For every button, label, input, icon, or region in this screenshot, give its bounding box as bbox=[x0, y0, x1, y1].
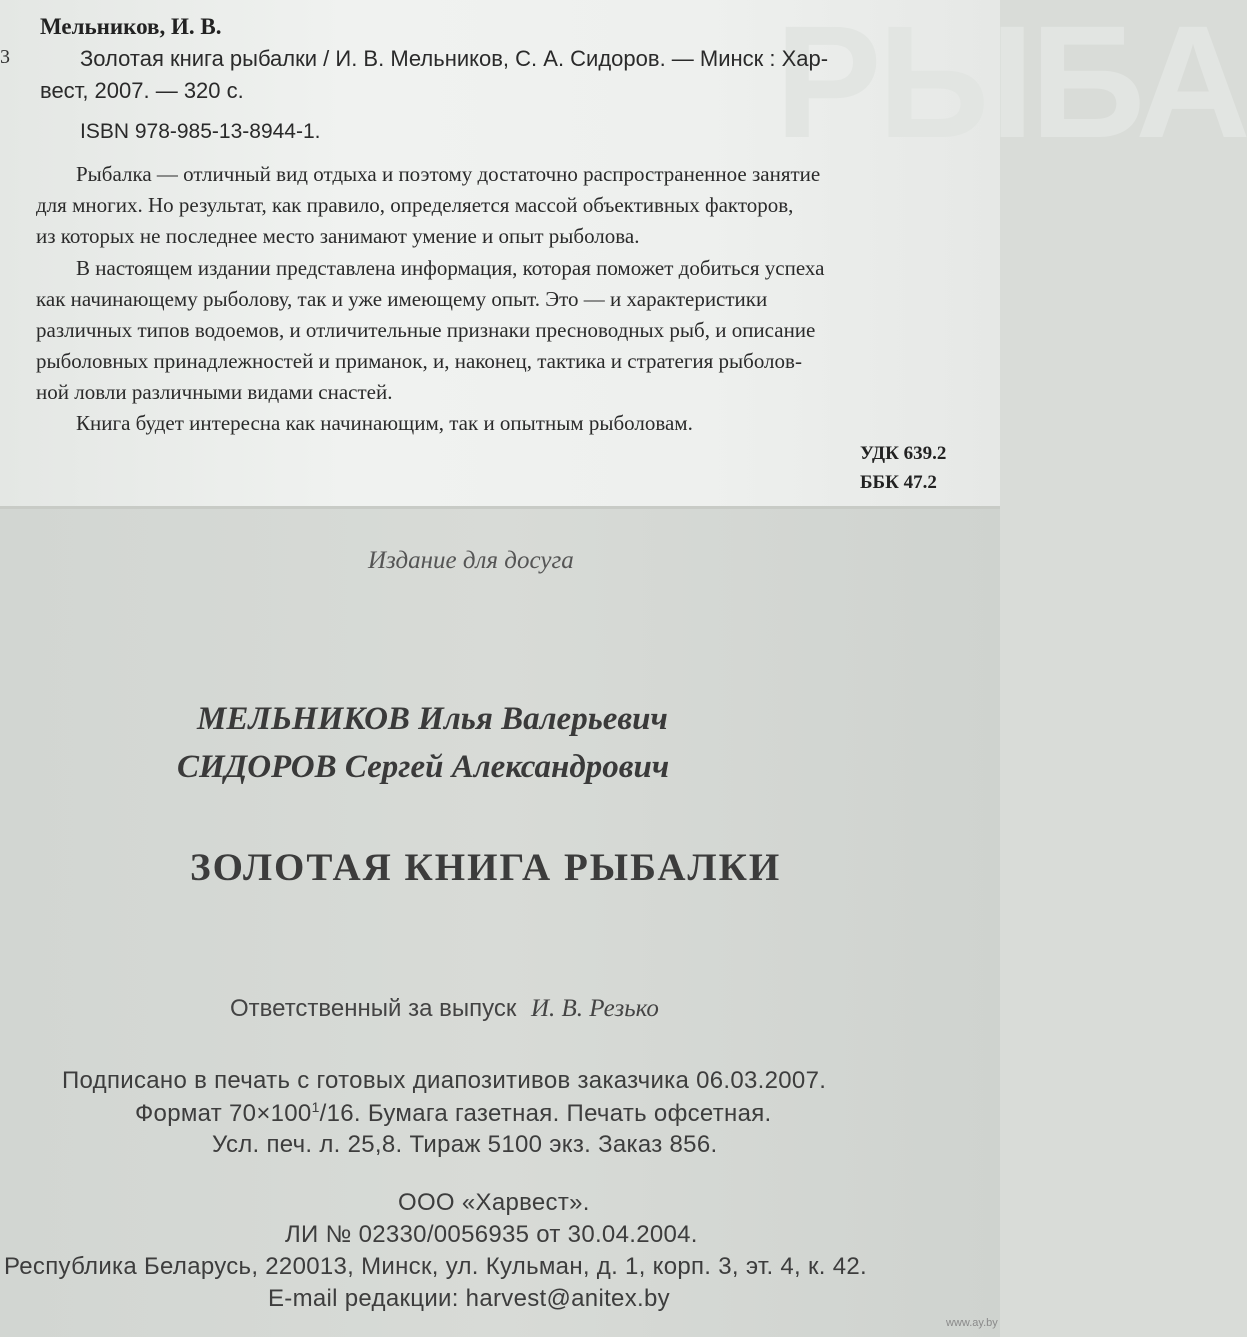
bbk-code: ББК 47.2 bbox=[860, 472, 937, 493]
abstract-line: как начинающему рыболову, так и уже имеющему опыт. Это — и характеристики bbox=[36, 287, 768, 311]
author-1-surname: МЕЛЬНИКОВ bbox=[197, 701, 410, 737]
author-2-name: Сергей Александрович bbox=[344, 749, 670, 785]
responsible-line bbox=[230, 995, 659, 1023]
format-line bbox=[135, 1099, 772, 1128]
edition-type: Издание для досуга bbox=[368, 547, 574, 574]
print-run-line: Усл. печ. л. 25,8. Тираж 5100 экз. Заказ 856. bbox=[212, 1131, 718, 1158]
abstract-line: различных типов водоемов, и отличительные признаки пресноводных рыб, и описание bbox=[36, 318, 816, 342]
publisher-name: ООО «Харвест». bbox=[398, 1189, 590, 1216]
abstract-line: из которых не последнее место занимают умение и опыт рыболова. bbox=[36, 224, 640, 248]
email-line: E-mail редакции: harvest@anitex.by bbox=[268, 1285, 670, 1312]
responsible-name: И. В. Резько bbox=[530, 995, 659, 1022]
margin-mark: 3 bbox=[0, 46, 10, 68]
author-1 bbox=[197, 701, 668, 738]
catalog-card-page bbox=[0, 0, 1247, 508]
abstract-line: ной ловли различными видами снастей. bbox=[36, 380, 393, 404]
book-title: ЗОЛОТАЯ КНИГА РЫБАЛКИ bbox=[190, 846, 782, 889]
license-line: ЛИ № 02330/0056935 от 30.04.2004. bbox=[285, 1221, 698, 1248]
address-line: Республика Беларусь, 220013, Минск, ул. Кульман, д. 1, корп. 3, эт. 4, к. 42. bbox=[4, 1253, 867, 1280]
abstract-line: для многих. Но результат, как правило, определяется массой объективных факторов, bbox=[36, 193, 794, 217]
author-2-surname: СИДОРОВ bbox=[177, 749, 337, 785]
print-signed-line: Подписано в печать с готовых диапозитивов заказчика 06.03.2007. bbox=[62, 1067, 827, 1094]
bibliographic-line-1: Золотая книга рыбалки / И. В. Мельников, С. А. Сидоров. — Минск : Хар- bbox=[80, 46, 829, 71]
format-a: Формат 70×100 bbox=[135, 1100, 312, 1127]
isbn: ISBN 978-985-13-8944-1. bbox=[80, 120, 321, 143]
watermark: www.ay.by bbox=[946, 1317, 998, 1329]
background-cover-text: РЫБА bbox=[775, 0, 1247, 171]
udk-code: УДК 639.2 bbox=[860, 443, 947, 464]
abstract-line: В настоящем издании представлена информация, которая поможет добиться успеха bbox=[76, 256, 825, 280]
imprint-page bbox=[0, 509, 1000, 1337]
bibliographic-line-2: вест, 2007. — 320 с. bbox=[40, 78, 244, 103]
author-1-name: Илья Валерьевич bbox=[418, 701, 668, 737]
format-fraction: 1 bbox=[311, 1099, 320, 1115]
abstract-line: Рыбалка — отличный вид отдыха и поэтому достаточно распространенное занятие bbox=[76, 162, 821, 186]
responsible-label: Ответственный за выпуск bbox=[230, 995, 517, 1022]
abstract-line: рыболовных принадлежностей и приманок, и, наконец, тактика и стратегия рыболов- bbox=[36, 349, 802, 373]
author-heading: Мельников, И. В. bbox=[40, 14, 222, 39]
format-b: /16. Бумага газетная. Печать офсетная. bbox=[319, 1100, 772, 1127]
abstract-line: Книга будет интересна как начинающим, так и опытным рыболовам. bbox=[76, 411, 693, 435]
author-2 bbox=[177, 749, 669, 786]
